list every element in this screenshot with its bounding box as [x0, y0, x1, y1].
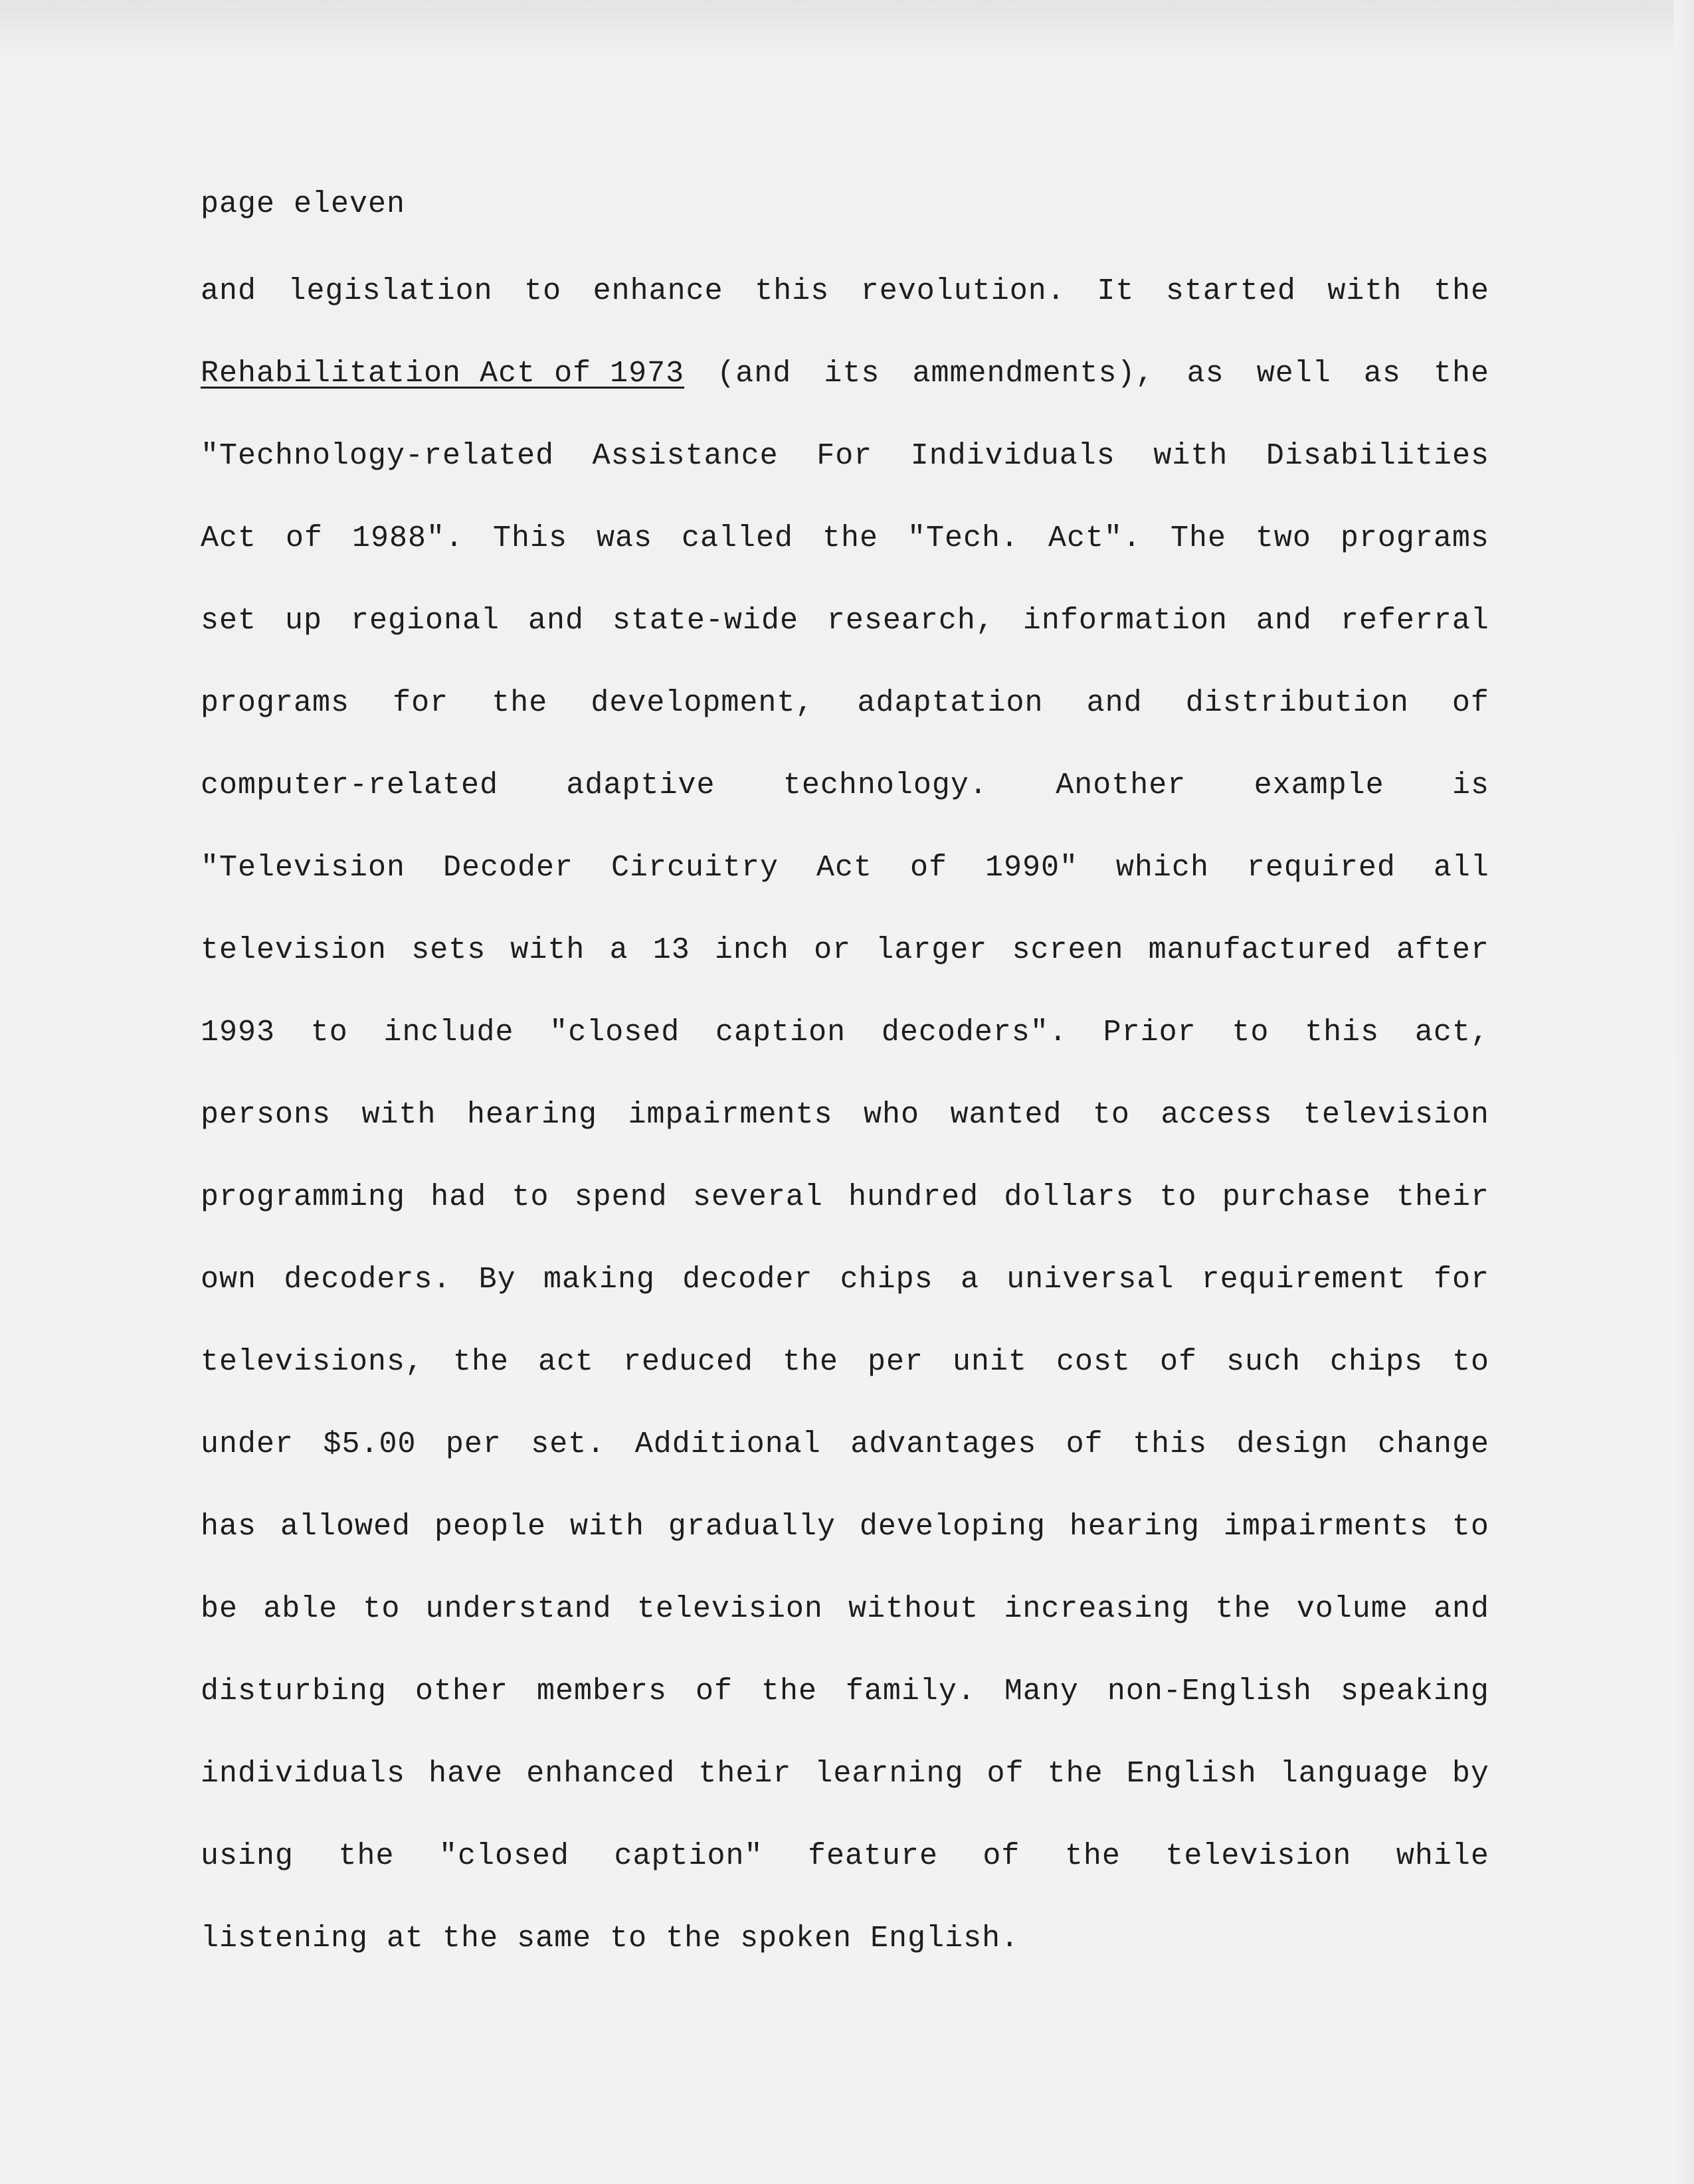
text-word: programming [201, 1180, 406, 1214]
text-word: without [848, 1592, 979, 1626]
text-word: has [201, 1510, 257, 1544]
text-word: of [1452, 686, 1489, 720]
text-word: television [1303, 1098, 1489, 1132]
text-word: adaptation [857, 686, 1044, 720]
text-word: started [1165, 274, 1296, 308]
text-word: making [543, 1263, 655, 1297]
text-word: requirement [1201, 1263, 1406, 1297]
text-word: decoder [682, 1263, 813, 1297]
text-word: this [1133, 1427, 1208, 1461]
text-word: learning [814, 1757, 964, 1791]
text-word: advantages [850, 1427, 1037, 1461]
text-word: "closed [549, 1016, 680, 1049]
text-word: had [430, 1180, 487, 1214]
text-word: This [492, 521, 567, 555]
text-word: understand [425, 1592, 612, 1626]
text-line [201, 1917, 1489, 1999]
text-word: access [1161, 1098, 1273, 1132]
text-word: to [1452, 1510, 1489, 1544]
text-word: with [1153, 439, 1228, 473]
text-word: change [1377, 1427, 1489, 1461]
text-word: decoders. [284, 1263, 452, 1297]
text-word: sets [411, 933, 486, 967]
text-word: Circuitry [611, 851, 779, 885]
text-word: computer-related [201, 769, 499, 802]
text-word: programs [1340, 521, 1489, 555]
text-word: to [1092, 1098, 1130, 1132]
text-line [201, 846, 1489, 929]
text-word: such [1226, 1345, 1301, 1379]
text-word: enhanced [526, 1757, 676, 1791]
text-word: the [1064, 1839, 1121, 1873]
body-paragraph [201, 270, 1489, 1999]
text-word: and [201, 274, 257, 308]
text-line [201, 1258, 1489, 1340]
text-word: Assistance [592, 439, 779, 473]
text-word: people [434, 1510, 546, 1544]
text-word: revolution. [860, 274, 1066, 308]
text-word: own [201, 1263, 257, 1297]
text-word: adaptive [566, 769, 715, 802]
text-word: include [383, 1016, 514, 1049]
text-word: individuals [201, 1757, 406, 1791]
text-word: decoders". [881, 1016, 1068, 1049]
text-word: programs [201, 686, 350, 720]
text-word: under [201, 1427, 294, 1461]
text-word: impairments [1223, 1510, 1428, 1544]
text-word: the [783, 1345, 839, 1379]
text-word: increasing [1004, 1592, 1190, 1626]
text-word: television [1165, 1839, 1352, 1873]
text-line [201, 1670, 1489, 1752]
text-word: television [201, 933, 387, 967]
text-word: of [695, 1675, 733, 1708]
text-word: caption [715, 1016, 846, 1049]
text-word: 1990" [985, 851, 1078, 885]
text-word: disturbing [201, 1675, 387, 1708]
text-word: as [1363, 357, 1401, 391]
text-word: this [755, 274, 830, 308]
text-word: state-wide [612, 604, 799, 638]
text-word: while [1396, 1839, 1489, 1873]
text-line [201, 1505, 1489, 1588]
text-word: English [1126, 1757, 1257, 1791]
text-word: their [1396, 1180, 1489, 1214]
text-word: example [1254, 769, 1384, 802]
text-word: and [1433, 1592, 1489, 1626]
text-word: (and [717, 357, 792, 391]
text-word: $5.00 [323, 1427, 417, 1461]
text-word: information [1022, 604, 1228, 638]
text-word: dollars [1004, 1180, 1135, 1214]
text-word: to [524, 274, 562, 308]
text-word: was [596, 521, 652, 555]
text-word: of [983, 1839, 1020, 1873]
text-word: 1988". [351, 521, 464, 555]
text-word: a [609, 933, 628, 967]
text-word: which [1115, 851, 1209, 885]
text-word: after [1396, 933, 1489, 967]
text-word: the [1433, 274, 1489, 308]
text-word: of [909, 851, 947, 885]
text-word: to [1232, 1016, 1270, 1049]
text-word: for [393, 686, 449, 720]
text-line [201, 1176, 1489, 1258]
text-word: with [1327, 274, 1402, 308]
text-word: all [1433, 851, 1489, 885]
text-line [201, 1835, 1489, 1917]
text-word: hundred [848, 1180, 979, 1214]
text-word: to [363, 1592, 401, 1626]
text-word: their [698, 1757, 792, 1791]
text-word: or [814, 933, 852, 967]
text-word: developing [859, 1510, 1046, 1544]
text-word: spend [574, 1180, 668, 1214]
text-word: the [822, 521, 878, 555]
text-word: the [453, 1345, 510, 1379]
text-word: impairments [628, 1098, 833, 1132]
text-word: Act". [1048, 521, 1141, 555]
text-word: able [263, 1592, 338, 1626]
text-word: of [1159, 1345, 1197, 1379]
text-line [201, 1423, 1489, 1505]
text-word: per [445, 1427, 502, 1461]
text-word: For [816, 439, 873, 473]
text-word: ammendments), [912, 357, 1155, 391]
text-word: up [284, 604, 322, 638]
text-word: hearing [1069, 1510, 1200, 1544]
text-word: "Television [201, 851, 406, 885]
text-word: screen [1012, 933, 1124, 967]
text-word: legislation [288, 274, 493, 308]
text-word: reduced [623, 1345, 754, 1379]
text-word: development, [591, 686, 814, 720]
text-word: chips [840, 1263, 933, 1297]
text-word: hearing [466, 1098, 597, 1132]
text-word: with [361, 1098, 436, 1132]
text-word: act [538, 1345, 595, 1379]
text-line [201, 599, 1489, 682]
text-word: Act [201, 521, 257, 555]
text-line [201, 1093, 1489, 1176]
text-word: Many [1004, 1675, 1079, 1708]
text-word: "Tech. [907, 521, 1019, 555]
text-word: several [692, 1180, 823, 1214]
text-word: technology. [783, 769, 988, 802]
text-word: to [310, 1016, 348, 1049]
text-word: and [527, 604, 584, 638]
text-word: the [492, 686, 548, 720]
text-word: family. [845, 1675, 976, 1708]
text-word: members [536, 1675, 668, 1708]
text-word: called [681, 521, 793, 555]
page-edge-shadow [1674, 0, 1694, 2184]
text-word: 13 [652, 933, 690, 967]
text-word: the [1215, 1592, 1271, 1626]
text-word: Disabilities [1266, 439, 1489, 473]
text-word: Additional [634, 1427, 821, 1461]
text-word: gradually [668, 1510, 836, 1544]
text-word: well [1256, 357, 1331, 391]
underlined-title: Rehabilitation Act of 1973 [201, 357, 685, 391]
text-word: of [987, 1757, 1024, 1791]
text-word: by [1452, 1757, 1489, 1791]
text-word: referral [1340, 604, 1489, 638]
text-line [201, 1588, 1489, 1670]
text-word: The [1170, 521, 1226, 555]
text-line [201, 682, 1489, 764]
text-word: be [201, 1592, 238, 1626]
text-word: allowed [280, 1510, 411, 1544]
text-word: caption" [614, 1839, 763, 1873]
text-word: wanted [950, 1098, 1062, 1132]
page-header: page eleven [201, 187, 406, 221]
text-word: "closed [438, 1839, 569, 1873]
text-word: with [510, 933, 585, 967]
text-word: inch [714, 933, 789, 967]
text-word: required [1246, 851, 1396, 885]
text-word: its [824, 357, 880, 391]
text-word: unit [952, 1345, 1027, 1379]
text-word: listening at the same to the spoken English. [201, 1922, 1020, 1956]
text-word: feature [807, 1839, 938, 1873]
text-word: universal [1006, 1263, 1175, 1297]
text-word: It [1097, 274, 1135, 308]
text-line [201, 1011, 1489, 1093]
text-word: language [1279, 1757, 1429, 1791]
text-word: volume [1296, 1592, 1408, 1626]
text-line [201, 1752, 1489, 1835]
text-word: set [201, 604, 257, 638]
text-word: to [1452, 1345, 1489, 1379]
text-word: and [1086, 686, 1143, 720]
text-word: who [863, 1098, 919, 1132]
text-word: as [1186, 357, 1224, 391]
text-word: for [1433, 1263, 1489, 1297]
text-line [201, 1340, 1489, 1423]
text-word: the [338, 1839, 395, 1873]
text-word: manufactured [1148, 933, 1372, 967]
text-word: speaking [1340, 1675, 1489, 1708]
text-word: act, [1414, 1016, 1489, 1049]
text-word: "Technology-related [201, 439, 555, 473]
text-word: a [960, 1263, 979, 1297]
text-word: with [569, 1510, 644, 1544]
text-line [201, 764, 1489, 846]
text-line [201, 270, 1489, 352]
text-word: the [761, 1675, 817, 1708]
text-word: 1993 [201, 1016, 276, 1049]
text-word: regional [350, 604, 500, 638]
text-word: using [201, 1839, 294, 1873]
text-word: distribution [1185, 686, 1409, 720]
text-word: purchase [1222, 1180, 1371, 1214]
text-word: to [1159, 1180, 1197, 1214]
text-word: Individuals [910, 439, 1115, 473]
text-line [201, 929, 1489, 1011]
text-word: the [1047, 1757, 1103, 1791]
text-word: is [1452, 769, 1489, 802]
text-word: of [1066, 1427, 1103, 1461]
text-word: televisions, [201, 1345, 424, 1379]
text-word: By [478, 1263, 516, 1297]
text-word: the [1433, 357, 1489, 391]
text-word: set. [531, 1427, 606, 1461]
text-word: of [285, 521, 323, 555]
text-word: persons [201, 1098, 331, 1132]
text-word: Act [816, 851, 873, 885]
text-word: to [512, 1180, 549, 1214]
text-line [201, 352, 1489, 434]
text-word: larger [876, 933, 988, 967]
text-word: enhance [593, 274, 723, 308]
text-word: television [636, 1592, 823, 1626]
text-word: non-English [1107, 1675, 1312, 1708]
text-word: have [428, 1757, 504, 1791]
text-line [201, 517, 1489, 599]
text-word: chips [1329, 1345, 1423, 1379]
text-word: two [1255, 521, 1311, 555]
text-word: other [415, 1675, 509, 1708]
text-word: and [1256, 604, 1312, 638]
text-word: Decoder [443, 851, 574, 885]
text-word: research, [826, 604, 994, 638]
text-word: Prior [1103, 1016, 1196, 1049]
text-word: per [867, 1345, 923, 1379]
text-word: Another [1056, 769, 1186, 802]
text-line [201, 434, 1489, 517]
text-word: this [1305, 1016, 1380, 1049]
text-word: cost [1056, 1345, 1131, 1379]
text-word: design [1236, 1427, 1349, 1461]
